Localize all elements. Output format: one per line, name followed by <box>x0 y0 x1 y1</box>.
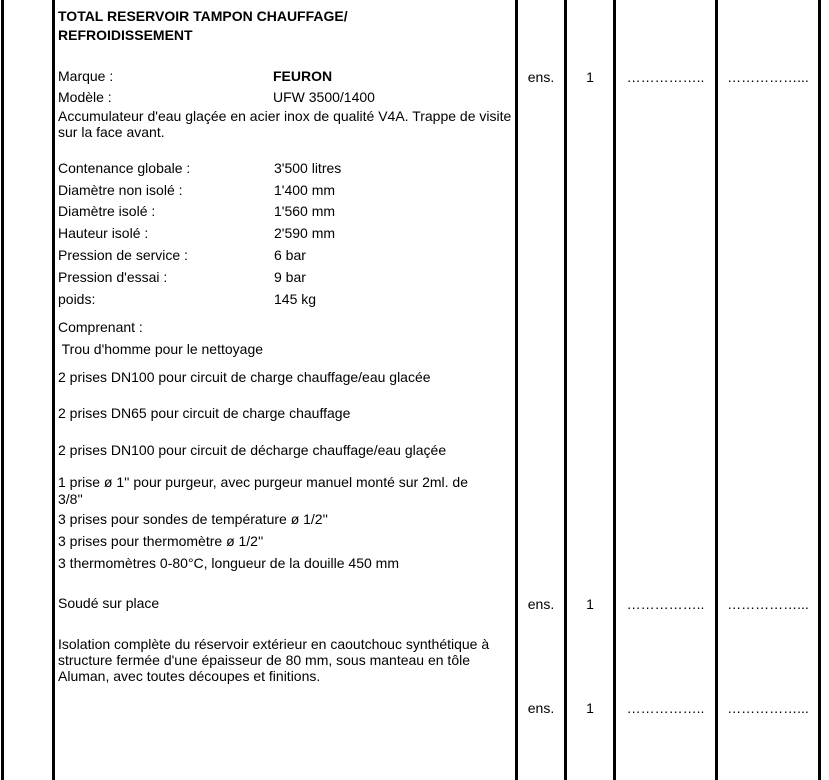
unit-cell: ens. <box>527 700 555 716</box>
brand-label: Marque : <box>58 68 114 84</box>
list-item: 2 prises DN100 pour circuit de décharge chauffage/eau glaçée <box>58 442 447 458</box>
spec-label: poids: <box>58 291 96 307</box>
total-cell[interactable]: ……………... <box>727 69 809 85</box>
qty-cell: 1 <box>586 596 594 612</box>
spec-label: Pression de service : <box>58 247 188 263</box>
column-divider-qty <box>564 0 567 780</box>
list-item: 3 prises pour thermomètre ø 1/2'' <box>58 533 264 549</box>
total-cell[interactable]: ……………... <box>727 700 809 716</box>
section-title-line2: REFROIDISSEMENT <box>58 27 193 43</box>
spec-label: Hauteur isolé : <box>58 225 149 241</box>
list-item: 2 prises DN100 pour circuit de charge chauffage/eau glacée <box>58 369 431 385</box>
unit-cell: ens. <box>527 596 555 612</box>
spec-value: 6 bar <box>274 247 306 263</box>
spec-value: 1'560 mm <box>274 203 336 219</box>
qty-cell: 1 <box>586 700 594 716</box>
insulation-description: Isolation complète du réservoir extérieur en caoutchouc synthétique à structure fermée d'une épaisseur de 80 mm, sous manteau en tôle Aluman, avec toutes découpes et finitions. <box>58 636 490 684</box>
welded-line: Soudé sur place <box>58 595 160 611</box>
column-divider-price <box>613 0 616 780</box>
spec-label: Diamètre non isolé : <box>58 182 183 198</box>
table-border-right <box>818 0 821 780</box>
list-item: 1 prise ø 1'' pour purgeur, avec purgeur manuel monté sur 2ml. de <box>58 474 469 490</box>
description: Accumulateur d'eau glaçée en acier inox de qualité V4A. Trappe de visite sur la face avant. <box>58 108 512 140</box>
column-divider-description <box>52 0 55 780</box>
column-divider-total <box>715 0 718 780</box>
spec-value: 3'500 litres <box>274 160 342 176</box>
list-item: Trou d'homme pour le nettoyage <box>58 341 264 357</box>
unit-cell: ens. <box>527 69 555 85</box>
model-label: Modèle : <box>58 89 112 105</box>
spec-value: 9 bar <box>274 269 306 285</box>
total-cell[interactable]: ……………... <box>727 596 809 612</box>
spec-label: Diamètre isolé : <box>58 203 156 219</box>
brand-value: FEURON <box>273 68 333 84</box>
price-cell[interactable]: …………….. <box>626 700 705 716</box>
list-item: 3 thermomètres 0-80°C, longueur de la douille 450 mm <box>58 555 399 571</box>
price-cell[interactable]: …………….. <box>626 69 705 85</box>
spec-value: 1'400 mm <box>274 182 336 198</box>
qty-cell: 1 <box>586 69 594 85</box>
list-item: 2 prises DN65 pour circuit de charge chauffage <box>58 405 351 421</box>
list-item: 3/8'' <box>58 491 83 507</box>
comprenant-label: Comprenant : <box>58 319 143 335</box>
spec-value: 2'590 mm <box>274 225 336 241</box>
section-title-line1: TOTAL RESERVOIR TAMPON CHAUFFAGE/ <box>58 8 348 24</box>
price-cell[interactable]: …………….. <box>626 596 705 612</box>
spec-label: Pression d'essai : <box>58 269 168 285</box>
list-item: 3 prises pour sondes de température ø 1/2'' <box>58 511 328 527</box>
spec-value: 145 kg <box>274 291 317 307</box>
spec-label: Contenance globale : <box>58 160 191 176</box>
table-border-left <box>1 0 4 780</box>
model-value: UFW 3500/1400 <box>273 89 375 105</box>
